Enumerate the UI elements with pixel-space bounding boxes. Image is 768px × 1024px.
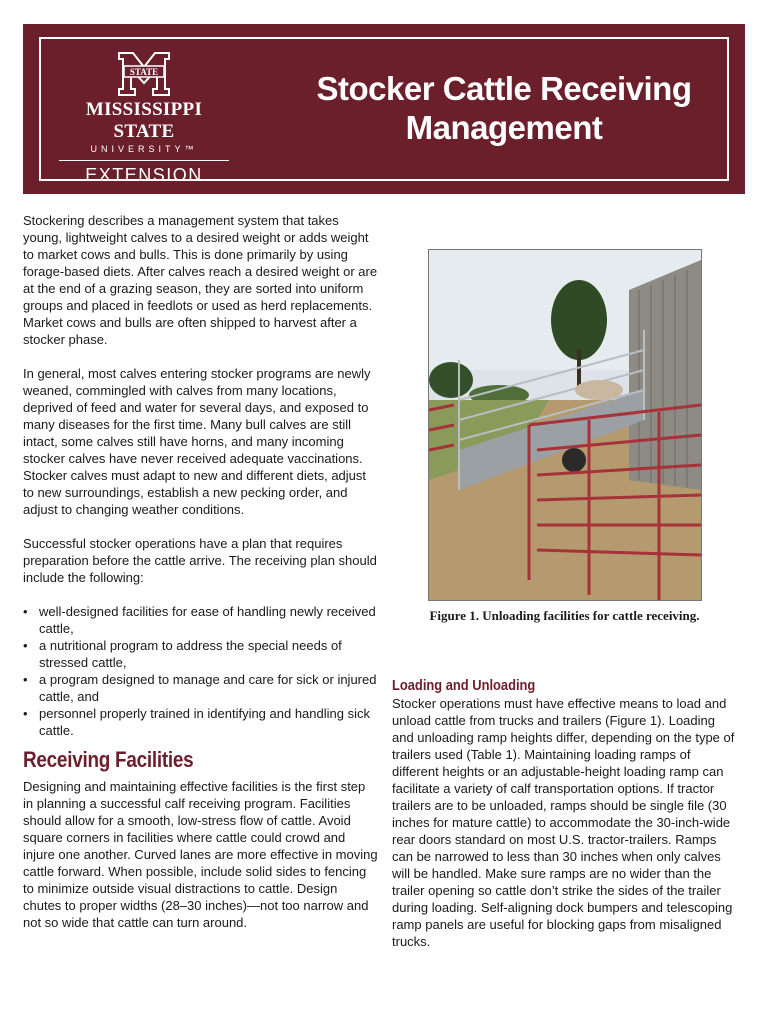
extension-label: EXTENSION bbox=[85, 165, 203, 185]
list-item: • personnel properly trained in identifying and handling sick cattle. bbox=[23, 705, 378, 739]
page-title bbox=[281, 69, 727, 147]
university-name: MISSISSIPPI STATE bbox=[85, 99, 203, 142]
receiving-facilities-heading: Receiving Facilities bbox=[23, 747, 194, 772]
list-item: • a program designed to manage and care for sick or injured cattle, and bbox=[23, 671, 378, 705]
intro-paragraph-2: In general, most calves entering stocker programs are newly weaned, commingled with calves from many locations, deprived of feed and water for several days, and exposed to many diseases for the first time. Many bull calves are still intact, some calves still have horns, and many incoming stocker calves have never received adequate vaccinations. Stocker calves must adapt to new and different diets, adjust to new surroundings, establish a new pecking order, and adjust to changing weather conditions. bbox=[23, 366, 371, 517]
header-frame bbox=[39, 37, 729, 185]
logo-divider bbox=[59, 160, 229, 161]
receiving-facilities-body: Designing and maintaining effective facilities is the first step in planning a successful calf receiving program. Facilities should allow for a smooth, low-stress flow of cattle. Avoid square corners in facilities where cattle could crowd and injure one another. Curved lanes are more effective in moving cattle forward. When possible, include solid sides to fencing to minimize outside visual distractions to cattle. Design chutes to proper widths (28–30 inches)—not too narrow and not so wide that cattle can turn around. bbox=[23, 779, 378, 930]
university-subtitle: UNIVERSITY™ bbox=[90, 144, 198, 154]
loading-unloading-heading: Loading and Unloading bbox=[392, 677, 536, 694]
list-item: • a nutritional program to address the special needs of stressed cattle, bbox=[23, 637, 378, 671]
msu-m-logo-icon bbox=[115, 51, 173, 97]
header-banner bbox=[23, 24, 745, 194]
logo-badge-text: STATE bbox=[129, 67, 159, 77]
title-line-1: Stocker Cattle Receiving bbox=[316, 70, 692, 107]
msu-extension-logo bbox=[55, 51, 233, 185]
list-item: • well-designed facilities for ease of handling newly received cattle, bbox=[23, 603, 378, 637]
intro-paragraph-3: Successful stocker operations have a plan that requires preparation before the cattle arrive. The receiving plan should include the following: bbox=[23, 536, 377, 585]
unloading-facilities-photo bbox=[428, 249, 702, 601]
loading-unloading-body: Stocker operations must have effective means to load and unload cattle from trucks and trailers (Figure 1). Loading and unloading ramp heights differ, depending on the type of trailers used (Table 1). Maintaining loading ramps of different heights or an adjustable-height loading ramp can facilitate a variety of calf transportation options. If tractor trailers are to be unloaded, ramps should be single file (30 inches for mature cattle) to accommodate the 30-inch-wide rear doors standard on most U.S. tractor-trailers. Ramps can be narrowed to less than 30 inches when only calves will be handled. Make sure ramps are no wider than the trailer opening so cattle don’t strike the sides of the trailer during loading. Self-aligning dock bumpers and telescoping ramp panels are useful for blocking gaps from misaligned trucks. bbox=[392, 696, 735, 949]
left-column bbox=[23, 212, 378, 948]
title-line-2: Management bbox=[405, 109, 603, 146]
intro-paragraph-1: Stockering describes a management system that takes young, lightweight calves to a desired weight or adds weight to market cows and bulls. This is done primarily by using forage-based diets. After calves reach a desired weight or are at the end of a grazing season, they are sorted into uniform groups and placed in feedlots or used as herd replacements. Market cows and bulls are often shipped to harvest after a stocker phase. bbox=[23, 213, 378, 347]
receiving-plan-list bbox=[23, 603, 378, 739]
right-column bbox=[392, 677, 737, 950]
figure-caption: Figure 1. Unloading facilities for cattle receiving. bbox=[429, 608, 700, 623]
